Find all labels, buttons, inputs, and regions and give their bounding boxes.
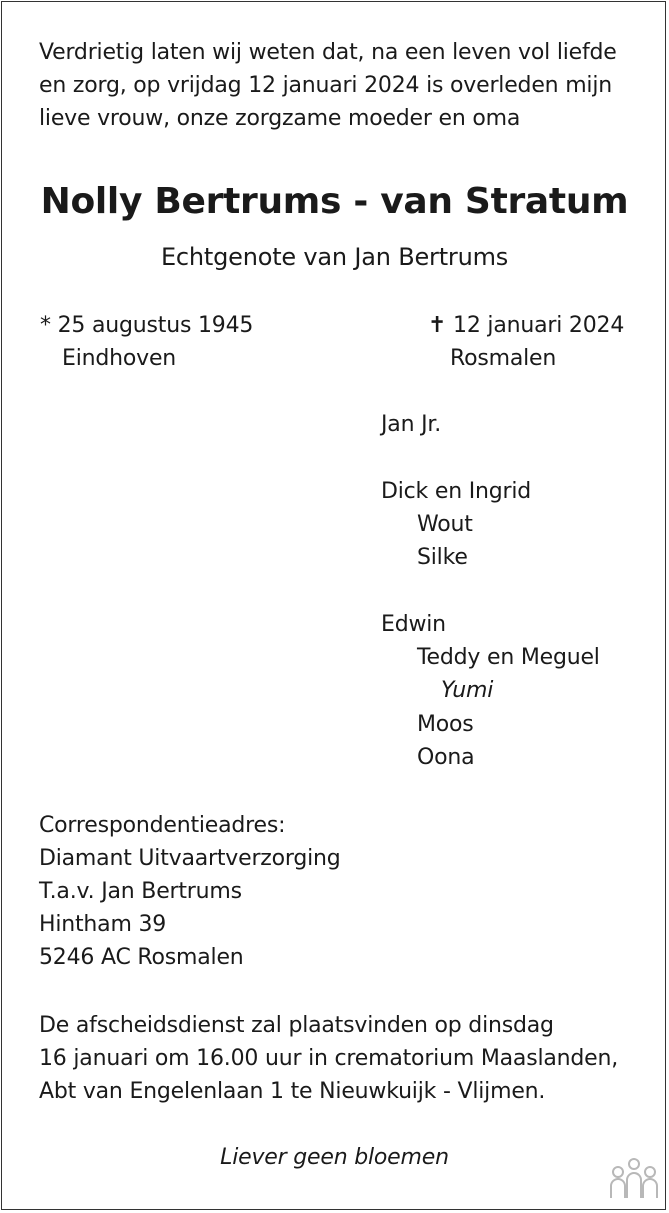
closing-note: Liever geen bloemen xyxy=(220,1145,449,1170)
address-line: 5246 AC Rosmalen xyxy=(39,945,244,970)
family-member: Wout xyxy=(417,512,473,537)
correspondence-address xyxy=(39,809,341,974)
birth-date: * 25 augustus 1945 xyxy=(40,313,254,338)
family-member: Silke xyxy=(417,545,468,570)
deceased-name: Nolly Bertrums - van Stratum xyxy=(40,181,629,222)
service-info xyxy=(39,1009,618,1108)
family-member: Edwin xyxy=(381,612,446,637)
address-line: Hintham 39 xyxy=(39,912,167,937)
intro-line: en zorg, op vrijdag 12 januari 2024 is overleden mijn xyxy=(39,73,612,98)
intro-line: lieve vrouw, onze zorgzame moeder en oma xyxy=(39,106,521,131)
death-place: Rosmalen xyxy=(450,346,557,371)
family-logo-icon xyxy=(608,1156,660,1200)
family-member: Dick en Ingrid xyxy=(381,479,532,504)
death-info xyxy=(428,309,624,375)
spouse-line: Echtgenote van Jan Bertrums xyxy=(160,243,509,271)
family-member: Jan Jr. xyxy=(381,412,442,437)
service-line: De afscheidsdienst zal plaatsvinden op dinsdag xyxy=(39,1013,554,1038)
intro-text xyxy=(39,36,617,135)
family-member: Yumi xyxy=(441,678,494,703)
family-member: Teddy en Meguel xyxy=(417,645,600,670)
birth-info xyxy=(40,309,253,375)
family-member: Oona xyxy=(417,745,475,770)
address-line: Diamant Uitvaartverzorging xyxy=(39,846,341,871)
address-line: Correspondentieadres: xyxy=(39,813,286,838)
intro-line: Verdrietig laten wij weten dat, na een leven vol liefde xyxy=(39,40,617,65)
service-line: Abt van Engelenlaan 1 te Nieuwkuijk - Vlijmen. xyxy=(39,1079,546,1104)
birth-place: Eindhoven xyxy=(62,346,177,371)
address-line: T.a.v. Jan Bertrums xyxy=(39,879,242,904)
family-member: Moos xyxy=(417,712,474,737)
death-date: ✝ 12 januari 2024 xyxy=(428,313,625,338)
service-line: 16 januari om 16.00 uur in crematorium Maaslanden, xyxy=(39,1046,619,1071)
